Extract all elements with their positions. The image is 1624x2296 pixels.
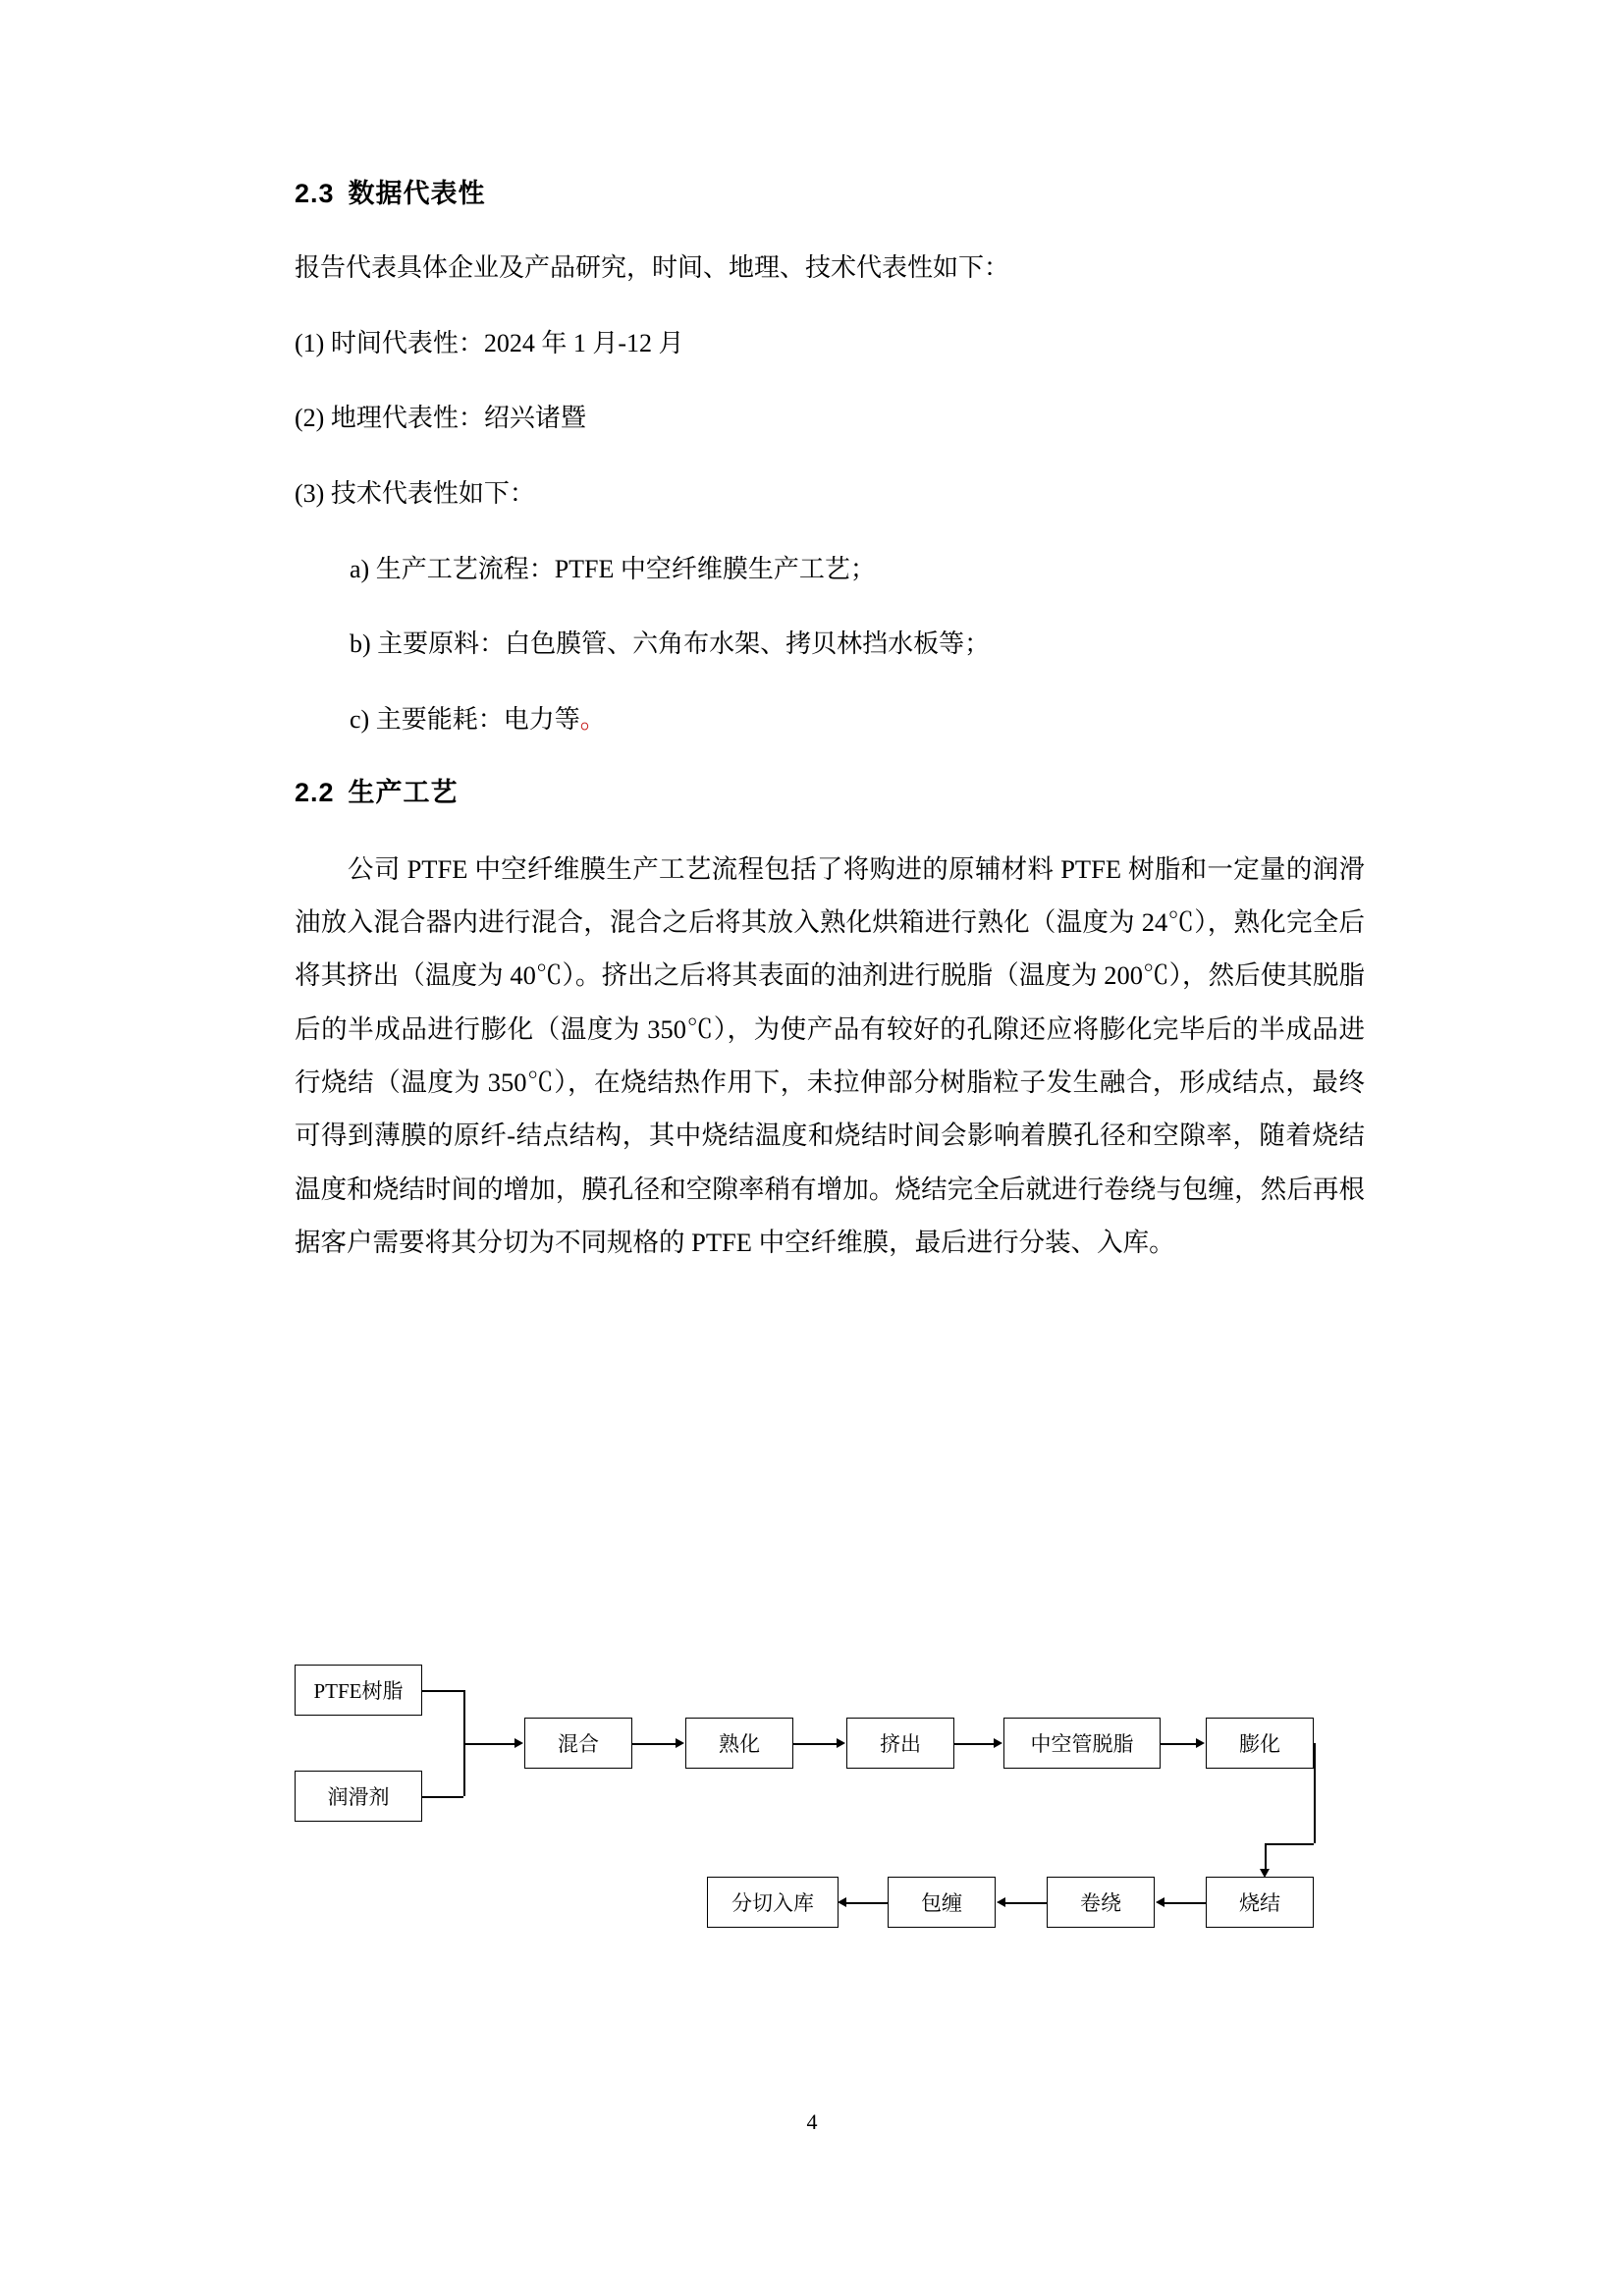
flow-line-winding-to-wrap (1005, 1902, 1047, 1904)
flow-node-lubricant: 润滑剂 (295, 1771, 422, 1822)
section-intro-paragraph: 报告代表具体企业及产品研究，时间、地理、技术代表性如下： (295, 253, 1010, 282)
flow-line-degrease-to-expand (1161, 1743, 1196, 1745)
flow-arrowhead-to-cut (838, 1897, 846, 1907)
flow-line-wrap-to-cut (846, 1902, 888, 1904)
production-process-paragraph: 公司 PTFE 中空纤维膜生产工艺流程包括了将购进的原辅材料 PTFE 树脂和一定量的润滑油放入混合器内进行混合，混合之后将其放入熟化烘箱进行熟化（温度为 24℃），熟化完全后将其挤出（温度为 40℃）。挤出之后将其表面的油剂进行脱脂（温度为 200℃），然后使其脱脂后的半成品进行膨化（温度为 350℃），为使产品有较好的孔隙还应将膨化完毕后的半成品进行烧结（温度为 350℃），在烧结热作用下，未拉伸部分树脂粒子发生融合，形成结点，最终可得到薄膜的原纤-结点结构，其中烧结温度和烧结时间会影响着膜孔径和空隙率，随着烧结温度和烧结时间的增加，膜孔径和空隙率稍有增加。烧结完全后就进行卷绕与包缠，然后再根据客户需要将其分切为不同规格的 PTFE 中空纤维膜，最后进行分装、入库。 (295, 853, 1365, 1257)
section-heading-2-3 (295, 172, 1365, 210)
section-heading-2-2 (295, 771, 1365, 809)
flow-node-resin: PTFE树脂 (295, 1665, 422, 1716)
flow-arrowhead-to-extrude (837, 1738, 845, 1748)
flow-node-sinter: 烧结 (1206, 1877, 1314, 1928)
flow-arrowhead-to-degrease (994, 1738, 1002, 1748)
sublist-item-c-main-energy (295, 695, 1365, 745)
flow-arrowhead-to-cure (676, 1738, 684, 1748)
production-process-flowchart (295, 1665, 1394, 1959)
flow-node-expand: 膨化 (1206, 1718, 1314, 1769)
flow-arrowhead-to-mix (514, 1738, 523, 1748)
sublist-item-a-process-flow: a) 生产工艺流程：PTFE 中空纤维膜生产工艺； (350, 554, 876, 583)
flow-line-merge-to-mix (463, 1743, 514, 1745)
flow-arrowhead-to-wrap (997, 1897, 1005, 1907)
flow-line-lubricant-out (422, 1796, 463, 1798)
flow-node-mix: 混合 (524, 1718, 632, 1769)
flow-node-winding: 卷绕 (1047, 1877, 1155, 1928)
flow-line-into-sinter-v (1265, 1843, 1267, 1871)
section-title: 数据代表性 (348, 179, 486, 208)
document-body (295, 172, 1365, 1269)
list-item-geographic-representativeness: (2) 地理代表性：绍兴诸暨 (295, 404, 586, 433)
flow-line-into-sinter (1265, 1843, 1314, 1845)
flow-line-sinter-to-winding (1164, 1902, 1206, 1904)
page-number: 4 (806, 2109, 818, 2134)
flow-node-wrap: 包缠 (888, 1877, 996, 1928)
section-title-2: 生产工艺 (348, 777, 459, 807)
flow-line-mix-to-cure (632, 1743, 676, 1745)
sublist-item-c-text: c) 主要能耗：电力等 (350, 705, 580, 735)
flow-arrowhead-to-winding (1156, 1897, 1164, 1907)
flow-line-cure-to-extrude (793, 1743, 837, 1745)
flow-arrowhead-to-expand (1196, 1738, 1205, 1748)
list-item-technical-representativeness: (3) 技术代表性如下： (295, 479, 535, 509)
section-number-2: 2.2 (295, 777, 335, 807)
flow-node-cure: 熟化 (685, 1718, 793, 1769)
flow-line-resin-out (422, 1690, 463, 1692)
flow-line-expand-down (1314, 1743, 1316, 1843)
sublist-item-b-main-materials: b) 主要原料：白色膜管、六角布水架、拷贝林挡水板等； (350, 629, 991, 659)
sublist-item-c-punctuation: 。 (579, 705, 606, 735)
flow-node-extrude: 挤出 (846, 1718, 954, 1769)
section-number: 2.3 (295, 179, 335, 208)
list-item-time-representativeness: (1) 时间代表性：2024 年 1 月-12 月 (295, 328, 684, 357)
flow-node-degrease: 中空管脱脂 (1003, 1718, 1161, 1769)
flow-line-extrude-to-degrease (954, 1743, 994, 1745)
flow-node-cut-storage: 分切入库 (707, 1877, 839, 1928)
